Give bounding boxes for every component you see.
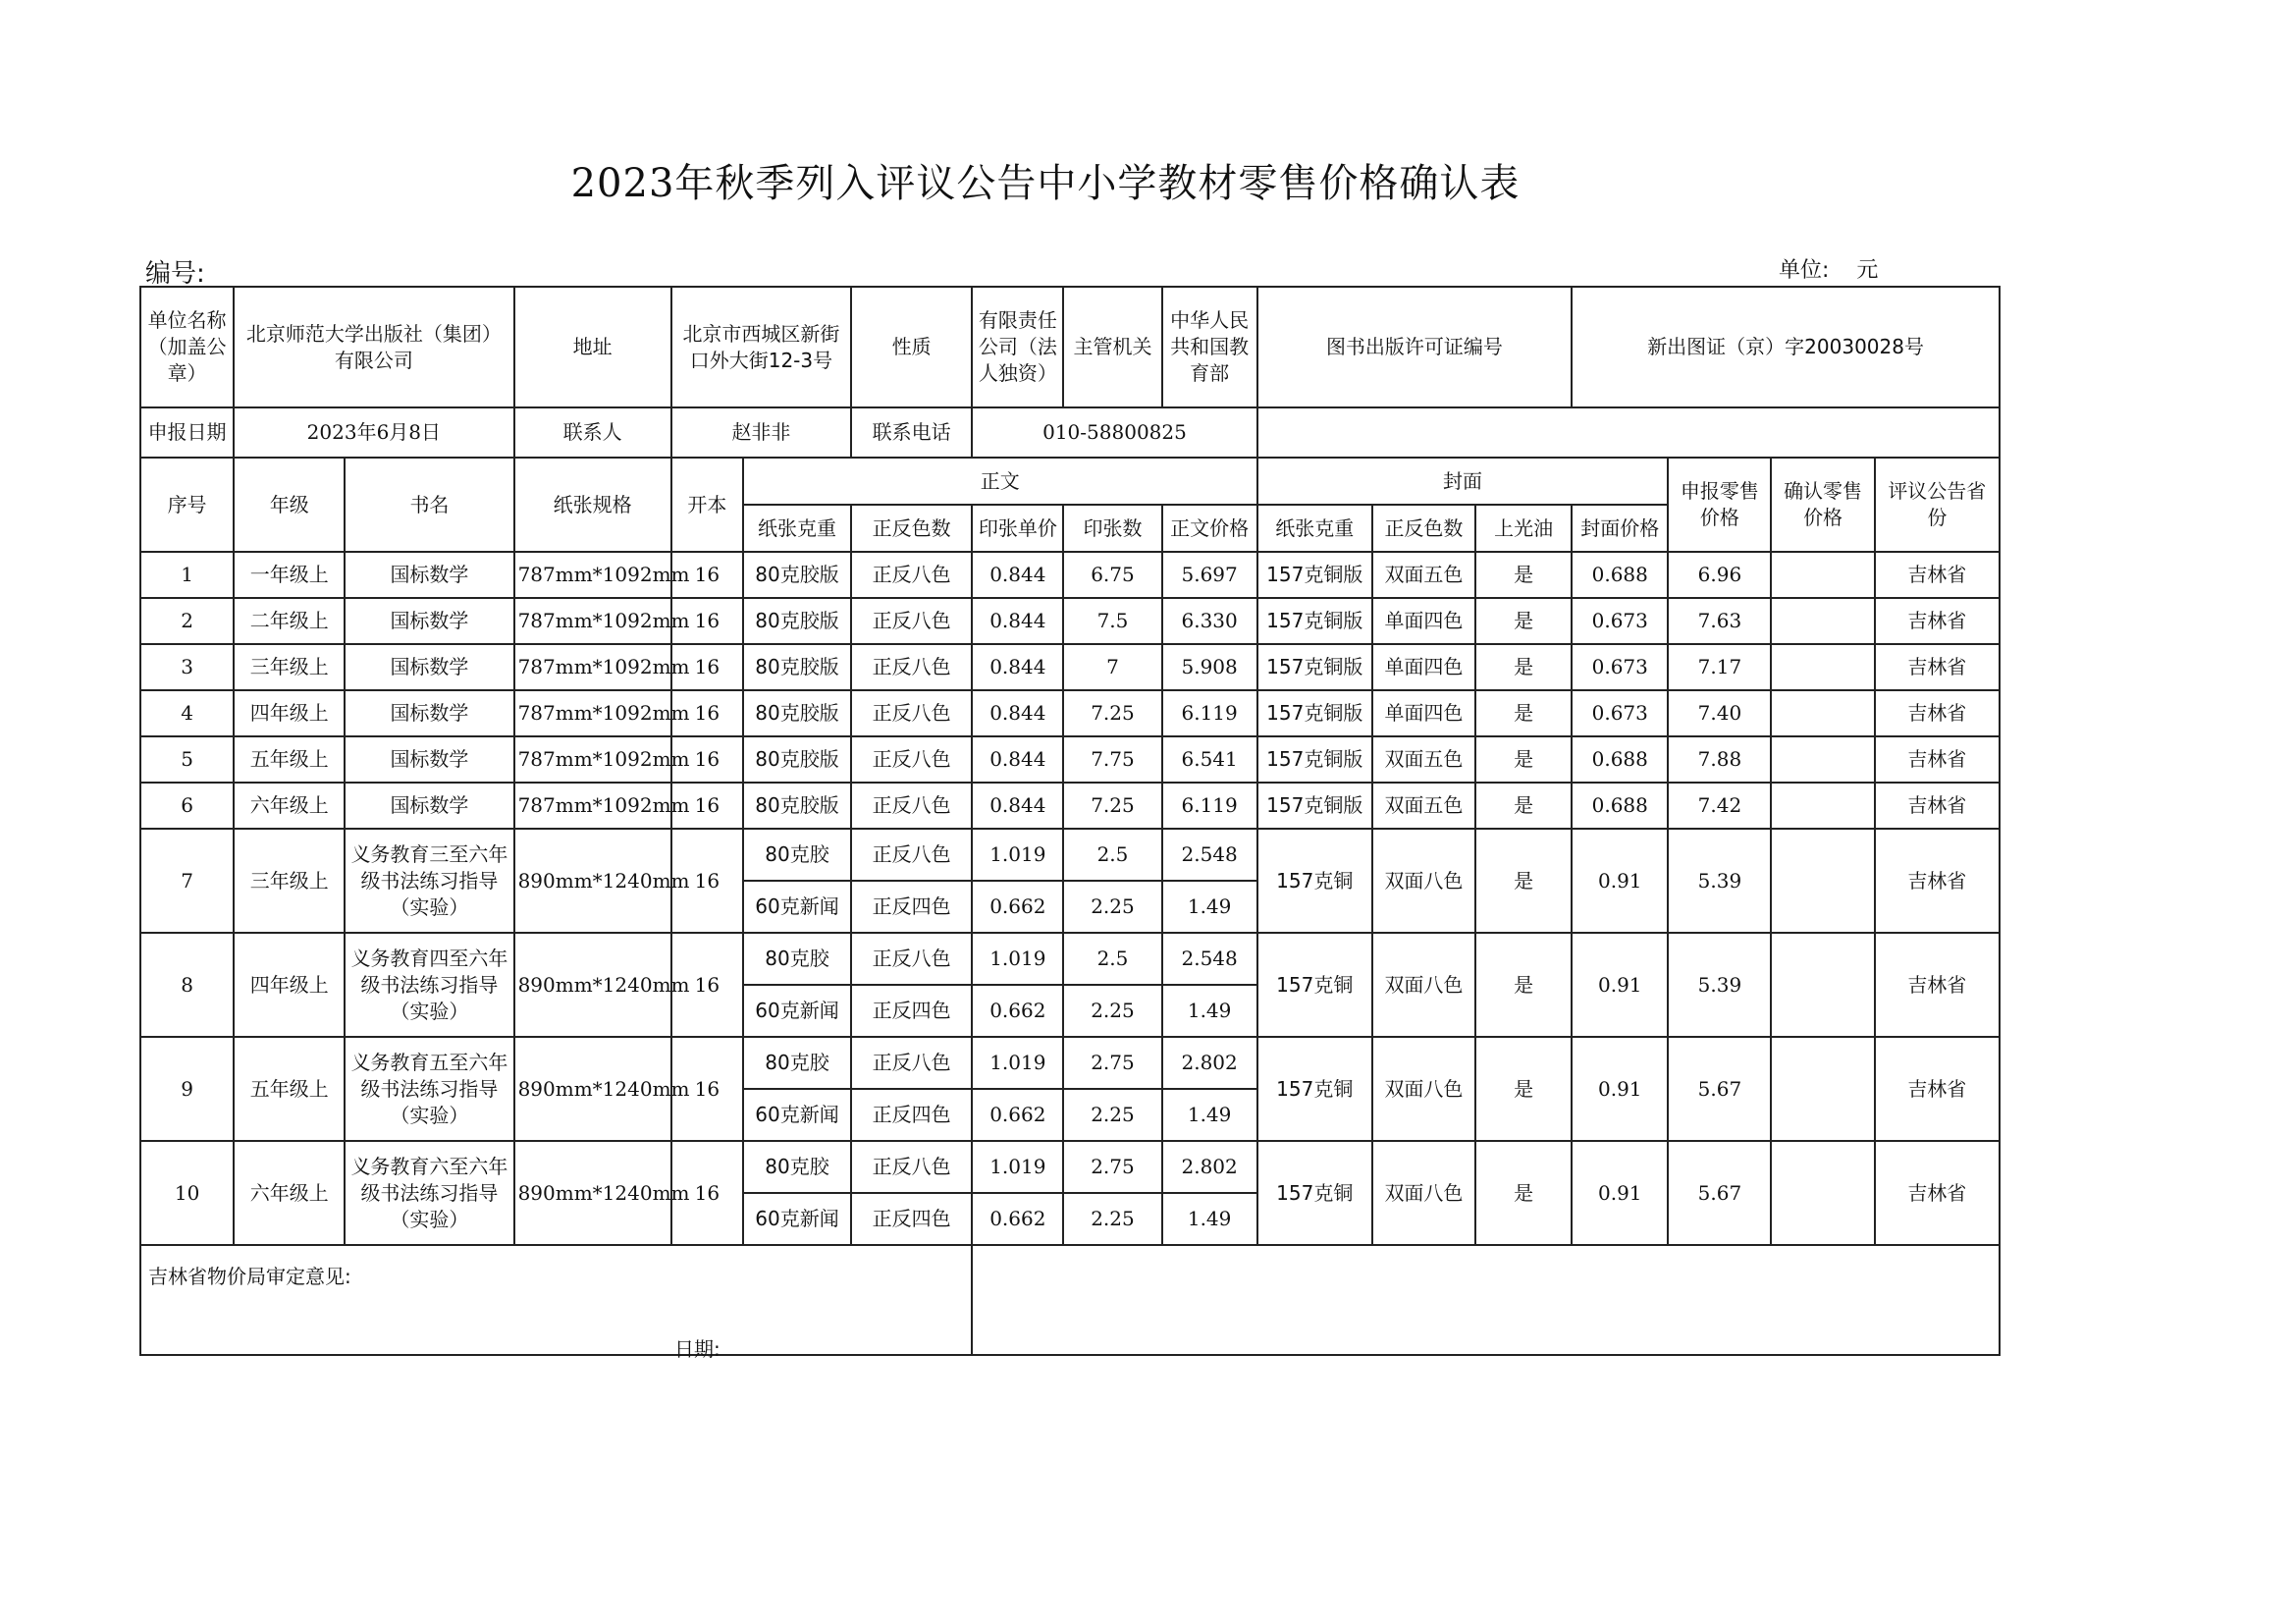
cell-grade: 一年级上 (234, 552, 345, 598)
cell-sheet-price: 1.019 (972, 1141, 1063, 1193)
cell-gloss: 是 (1475, 783, 1572, 829)
cell-province: 吉林省 (1875, 552, 2000, 598)
cell-cover-paper: 157克铜版 (1257, 736, 1372, 783)
cell-cover-color: 单面四色 (1372, 690, 1475, 736)
cell-body-price: 5.908 (1162, 644, 1257, 690)
cell-sheets: 2.75 (1063, 1141, 1161, 1193)
contact-label: 联系人 (514, 407, 671, 458)
cell-body-price: 6.119 (1162, 690, 1257, 736)
header-seq: 序号 (140, 458, 234, 552)
header-book: 书名 (345, 458, 513, 552)
cell-spec: 890mm*1240mm (514, 1037, 671, 1141)
cell-body-paper: 80克胶版 (743, 644, 851, 690)
cell-body-price: 6.119 (1162, 783, 1257, 829)
cell-confirmed (1771, 644, 1874, 690)
cell-cover-color: 双面八色 (1372, 933, 1475, 1037)
cell-body-paper: 80克胶版 (743, 783, 851, 829)
header-cover-paper: 纸张克重 (1257, 505, 1372, 552)
empty-cell (1257, 407, 2000, 458)
cell-book: 国标数学 (345, 552, 513, 598)
cell-seq: 9 (140, 1037, 234, 1141)
cell-body-color: 正反八色 (851, 933, 972, 985)
header-format: 开本 (671, 458, 743, 552)
header-body-paper: 纸张克重 (743, 505, 851, 552)
cell-sheets: 2.5 (1063, 829, 1161, 881)
cell-confirmed (1771, 829, 1874, 933)
cell-sheets: 7.25 (1063, 690, 1161, 736)
cell-gloss: 是 (1475, 690, 1572, 736)
cell-cover-color: 双面五色 (1372, 783, 1475, 829)
cell-body-paper: 80克胶 (743, 933, 851, 985)
cell-sheets: 7.25 (1063, 783, 1161, 829)
cell-format: 16 (671, 933, 743, 1037)
cell-cover-price: 0.688 (1572, 736, 1668, 783)
cell-book: 义务教育四至六年级书法练习指导（实验） (345, 933, 513, 1037)
cell-sheets: 2.5 (1063, 933, 1161, 985)
authority: 中华人民共和国教育部 (1162, 287, 1257, 407)
cell-confirmed (1771, 598, 1874, 644)
review-blank-cell (972, 1245, 2000, 1355)
cell-spec: 787mm*1092mm (514, 736, 671, 783)
nature: 有限责任公司（法人独资） (972, 287, 1063, 407)
cell-province: 吉林省 (1875, 829, 2000, 933)
date-row (140, 407, 2000, 458)
cell-cover-color: 单面四色 (1372, 644, 1475, 690)
cell-format: 16 (671, 829, 743, 933)
cell-province: 吉林省 (1875, 598, 2000, 644)
cell-book: 义务教育六至六年级书法练习指导（实验） (345, 1141, 513, 1245)
cell-book: 义务教育五至六年级书法练习指导（实验） (345, 1037, 513, 1141)
cell-cover-paper: 157克铜版 (1257, 552, 1372, 598)
review-row (140, 1245, 2000, 1355)
cell-sheets: 6.75 (1063, 552, 1161, 598)
cell-seq: 6 (140, 783, 234, 829)
cell-book: 义务教育三至六年级书法练习指导（实验） (345, 829, 513, 933)
cell-body-paper: 80克胶版 (743, 552, 851, 598)
cell-cover-paper: 157克铜 (1257, 829, 1372, 933)
cell-body-color: 正反八色 (851, 736, 972, 783)
cell-sheet-price: 0.662 (972, 1193, 1063, 1245)
cell-body-price: 2.548 (1162, 933, 1257, 985)
info-row (140, 287, 2000, 407)
table-row (140, 644, 2000, 690)
cell-declared: 5.67 (1668, 1141, 1771, 1245)
cell-body-color: 正反四色 (851, 881, 972, 933)
cell-sheet-price: 1.019 (972, 829, 1063, 881)
price-table (139, 286, 2001, 1361)
cell-body-price: 2.802 (1162, 1141, 1257, 1193)
cell-cover-price: 0.688 (1572, 783, 1668, 829)
cell-spec: 787mm*1092mm (514, 552, 671, 598)
nature-label: 性质 (851, 287, 972, 407)
header-declared-price: 申报零售价格 (1668, 458, 1771, 552)
cell-format: 16 (671, 783, 743, 829)
unit-name-label: 单位名称（加盖公章） (140, 287, 234, 407)
cell-cover-color: 单面四色 (1372, 598, 1475, 644)
cell-declared: 5.39 (1668, 829, 1771, 933)
cell-cover-paper: 157克铜版 (1257, 644, 1372, 690)
cell-province: 吉林省 (1875, 1141, 2000, 1245)
cell-cover-color: 双面八色 (1372, 829, 1475, 933)
cell-grade: 三年级上 (234, 644, 345, 690)
cell-confirmed (1771, 736, 1874, 783)
license-number: 新出图证（京）字20030028号 (1572, 287, 2000, 407)
cell-province: 吉林省 (1875, 933, 2000, 1037)
cell-body-color: 正反八色 (851, 552, 972, 598)
cell-sheets: 2.25 (1063, 881, 1161, 933)
cell-seq: 2 (140, 598, 234, 644)
cell-gloss: 是 (1475, 829, 1572, 933)
cell-body-price: 5.697 (1162, 552, 1257, 598)
header-grade: 年级 (234, 458, 345, 552)
cell-sheets: 2.75 (1063, 1037, 1161, 1089)
cell-seq: 4 (140, 690, 234, 736)
page-title: 2023年秋季列入评议公告中小学教材零售价格确认表 (570, 161, 1521, 206)
cell-book: 国标数学 (345, 690, 513, 736)
cell-sheets: 7.5 (1063, 598, 1161, 644)
cell-seq: 10 (140, 1141, 234, 1245)
cell-sheet-price: 0.844 (972, 783, 1063, 829)
cell-format: 16 (671, 690, 743, 736)
cell-sheets: 2.25 (1063, 1089, 1161, 1141)
cell-body-paper: 80克胶版 (743, 736, 851, 783)
cell-province: 吉林省 (1875, 690, 2000, 736)
cell-grade: 五年级上 (234, 736, 345, 783)
cell-cover-price: 0.673 (1572, 644, 1668, 690)
cell-confirmed (1771, 552, 1874, 598)
cell-book: 国标数学 (345, 598, 513, 644)
header-cover-group: 封面 (1257, 458, 1669, 505)
cell-declared: 7.40 (1668, 690, 1771, 736)
cell-sheets: 7.75 (1063, 736, 1161, 783)
cell-body-price: 1.49 (1162, 985, 1257, 1037)
cell-declared: 7.63 (1668, 598, 1771, 644)
cell-sheet-price: 0.844 (972, 644, 1063, 690)
cell-cover-price: 0.91 (1572, 933, 1668, 1037)
unit-label-text: 单位: (1779, 258, 1830, 283)
cell-spec: 787mm*1092mm (514, 690, 671, 736)
cell-seq: 8 (140, 933, 234, 1037)
cell-cover-color: 双面五色 (1372, 552, 1475, 598)
cell-grade: 六年级上 (234, 783, 345, 829)
cell-body-color: 正反八色 (851, 644, 972, 690)
header-cover-price: 封面价格 (1572, 505, 1668, 552)
cell-sheet-price: 0.844 (972, 598, 1063, 644)
cell-body-price: 1.49 (1162, 881, 1257, 933)
table-row (140, 598, 2000, 644)
cell-body-color: 正反八色 (851, 1141, 972, 1193)
cell-body-price: 6.330 (1162, 598, 1257, 644)
phone-label: 联系电话 (851, 407, 972, 458)
header-gloss: 上光油 (1475, 505, 1572, 552)
unit-value: 元 (1856, 258, 1879, 283)
cell-format: 16 (671, 644, 743, 690)
cell-seq: 7 (140, 829, 234, 933)
cell-grade: 五年级上 (234, 1037, 345, 1141)
cell-body-paper: 60克新闻 (743, 985, 851, 1037)
cell-declared: 7.42 (1668, 783, 1771, 829)
cell-gloss: 是 (1475, 552, 1572, 598)
cell-sheet-price: 0.844 (972, 552, 1063, 598)
cell-body-price: 2.802 (1162, 1037, 1257, 1089)
address: 北京市西城区新街口外大街12-3号 (671, 287, 851, 407)
cell-spec: 890mm*1240mm (514, 829, 671, 933)
cell-book: 国标数学 (345, 644, 513, 690)
cell-cover-price: 0.91 (1572, 829, 1668, 933)
cell-cover-price: 0.91 (1572, 1037, 1668, 1141)
cell-gloss: 是 (1475, 736, 1572, 783)
header-paper-spec: 纸张规格 (514, 458, 671, 552)
license-label: 图书出版许可证编号 (1257, 287, 1573, 407)
cell-format: 16 (671, 736, 743, 783)
cell-spec: 890mm*1240mm (514, 1141, 671, 1245)
cell-grade: 六年级上 (234, 1141, 345, 1245)
cell-confirmed (1771, 690, 1874, 736)
authority-label: 主管机关 (1063, 287, 1161, 407)
cell-gloss: 是 (1475, 598, 1572, 644)
cell-sheets: 7 (1063, 644, 1161, 690)
cell-seq: 5 (140, 736, 234, 783)
cell-body-color: 正反四色 (851, 1089, 972, 1141)
cell-cover-paper: 157克铜版 (1257, 690, 1372, 736)
cell-spec: 787mm*1092mm (514, 783, 671, 829)
cell-body-color: 正反八色 (851, 1037, 972, 1089)
cell-grade: 三年级上 (234, 829, 345, 933)
cell-sheet-price: 0.662 (972, 1089, 1063, 1141)
cell-sheets: 2.25 (1063, 1193, 1161, 1245)
cell-sheet-price: 1.019 (972, 933, 1063, 985)
cell-province: 吉林省 (1875, 783, 2000, 829)
cell-format: 16 (671, 1141, 743, 1245)
table-row (140, 736, 2000, 783)
unit-name: 北京师范大学出版社（集团）有限公司 (234, 287, 513, 407)
cell-body-paper: 60克新闻 (743, 1193, 851, 1245)
cell-gloss: 是 (1475, 644, 1572, 690)
cell-confirmed (1771, 933, 1874, 1037)
cell-format: 16 (671, 552, 743, 598)
cell-confirmed (1771, 1141, 1874, 1245)
cell-body-paper: 80克胶版 (743, 690, 851, 736)
cell-province: 吉林省 (1875, 644, 2000, 690)
cell-body-color: 正反八色 (851, 783, 972, 829)
header-body-color: 正反色数 (851, 505, 972, 552)
review-label: 吉林省物价局审定意见: (148, 1265, 351, 1288)
cell-declared: 6.96 (1668, 552, 1771, 598)
cell-cover-color: 双面八色 (1372, 1037, 1475, 1141)
cell-cover-price: 0.673 (1572, 690, 1668, 736)
cell-body-color: 正反八色 (851, 598, 972, 644)
cell-gloss: 是 (1475, 933, 1572, 1037)
cell-book: 国标数学 (345, 736, 513, 783)
table-row (140, 690, 2000, 736)
cell-province: 吉林省 (1875, 1037, 2000, 1141)
cell-declared: 5.67 (1668, 1037, 1771, 1141)
cell-body-paper: 80克胶版 (743, 598, 851, 644)
header-confirmed-price: 确认零售价格 (1771, 458, 1874, 552)
cell-sheet-price: 0.662 (972, 881, 1063, 933)
cell-body-color: 正反八色 (851, 690, 972, 736)
table-row (140, 552, 2000, 598)
cell-body-paper: 60克新闻 (743, 1089, 851, 1141)
cell-cover-color: 双面五色 (1372, 736, 1475, 783)
cell-sheet-price: 0.662 (972, 985, 1063, 1037)
cell-grade: 四年级上 (234, 690, 345, 736)
cell-cover-color: 双面八色 (1372, 1141, 1475, 1245)
cell-body-price: 2.548 (1162, 829, 1257, 881)
cell-sheet-price: 1.019 (972, 1037, 1063, 1089)
cell-cover-paper: 157克铜 (1257, 933, 1372, 1037)
unit-label (1779, 253, 1878, 284)
cell-gloss: 是 (1475, 1141, 1572, 1245)
header-sheet-price: 印张单价 (972, 505, 1063, 552)
cell-spec: 787mm*1092mm (514, 598, 671, 644)
cell-spec: 890mm*1240mm (514, 933, 671, 1037)
cell-grade: 四年级上 (234, 933, 345, 1037)
phone-number: 010-58800825 (972, 407, 1256, 458)
table-row (140, 1141, 2000, 1193)
cell-body-color: 正反四色 (851, 1193, 972, 1245)
declare-date: 2023年6月8日 (234, 407, 513, 458)
cell-grade: 二年级上 (234, 598, 345, 644)
cell-gloss: 是 (1475, 1037, 1572, 1141)
cell-cover-paper: 157克铜 (1257, 1037, 1372, 1141)
review-opinion-cell (140, 1245, 972, 1361)
cell-body-color: 正反八色 (851, 829, 972, 881)
header-row-1 (140, 458, 2000, 505)
cell-province: 吉林省 (1875, 736, 2000, 783)
cell-seq: 1 (140, 552, 234, 598)
table-row (140, 829, 2000, 881)
cell-spec: 787mm*1092mm (514, 644, 671, 690)
cell-body-paper: 80克胶 (743, 829, 851, 881)
cell-cover-paper: 157克铜 (1257, 1141, 1372, 1245)
cell-body-paper: 80克胶 (743, 1037, 851, 1089)
cell-confirmed (1771, 783, 1874, 829)
cell-book: 国标数学 (345, 783, 513, 829)
header-sheets: 印张数 (1063, 505, 1161, 552)
cell-declared: 7.88 (1668, 736, 1771, 783)
cell-declared: 5.39 (1668, 933, 1771, 1037)
cell-body-paper: 60克新闻 (743, 881, 851, 933)
header-body-group: 正文 (743, 458, 1257, 505)
cell-cover-price: 0.688 (1572, 552, 1668, 598)
header-province: 评议公告省份 (1875, 458, 2000, 552)
table-row (140, 933, 2000, 985)
header-cover-color: 正反色数 (1372, 505, 1475, 552)
cell-cover-price: 0.91 (1572, 1141, 1668, 1245)
cell-body-price: 1.49 (1162, 1089, 1257, 1141)
cell-body-paper: 80克胶 (743, 1141, 851, 1193)
cell-seq: 3 (140, 644, 234, 690)
cell-body-price: 1.49 (1162, 1193, 1257, 1245)
cell-body-color: 正反四色 (851, 985, 972, 1037)
header-body-price: 正文价格 (1162, 505, 1257, 552)
date-label: 申报日期 (140, 407, 234, 458)
cell-body-price: 6.541 (1162, 736, 1257, 783)
table-row (140, 783, 2000, 829)
table-row (140, 1037, 2000, 1089)
cell-format: 16 (671, 598, 743, 644)
cell-format: 16 (671, 1037, 743, 1141)
contact-name: 赵非非 (671, 407, 851, 458)
cell-cover-paper: 157克铜版 (1257, 783, 1372, 829)
review-date-label: 日期: (674, 1337, 721, 1361)
cell-cover-price: 0.673 (1572, 598, 1668, 644)
number-label: 编号: (145, 259, 205, 289)
cell-sheet-price: 0.844 (972, 690, 1063, 736)
cell-sheets: 2.25 (1063, 985, 1161, 1037)
cell-cover-paper: 157克铜版 (1257, 598, 1372, 644)
cell-sheet-price: 0.844 (972, 736, 1063, 783)
cell-declared: 7.17 (1668, 644, 1771, 690)
cell-confirmed (1771, 1037, 1874, 1141)
address-label: 地址 (514, 287, 671, 407)
